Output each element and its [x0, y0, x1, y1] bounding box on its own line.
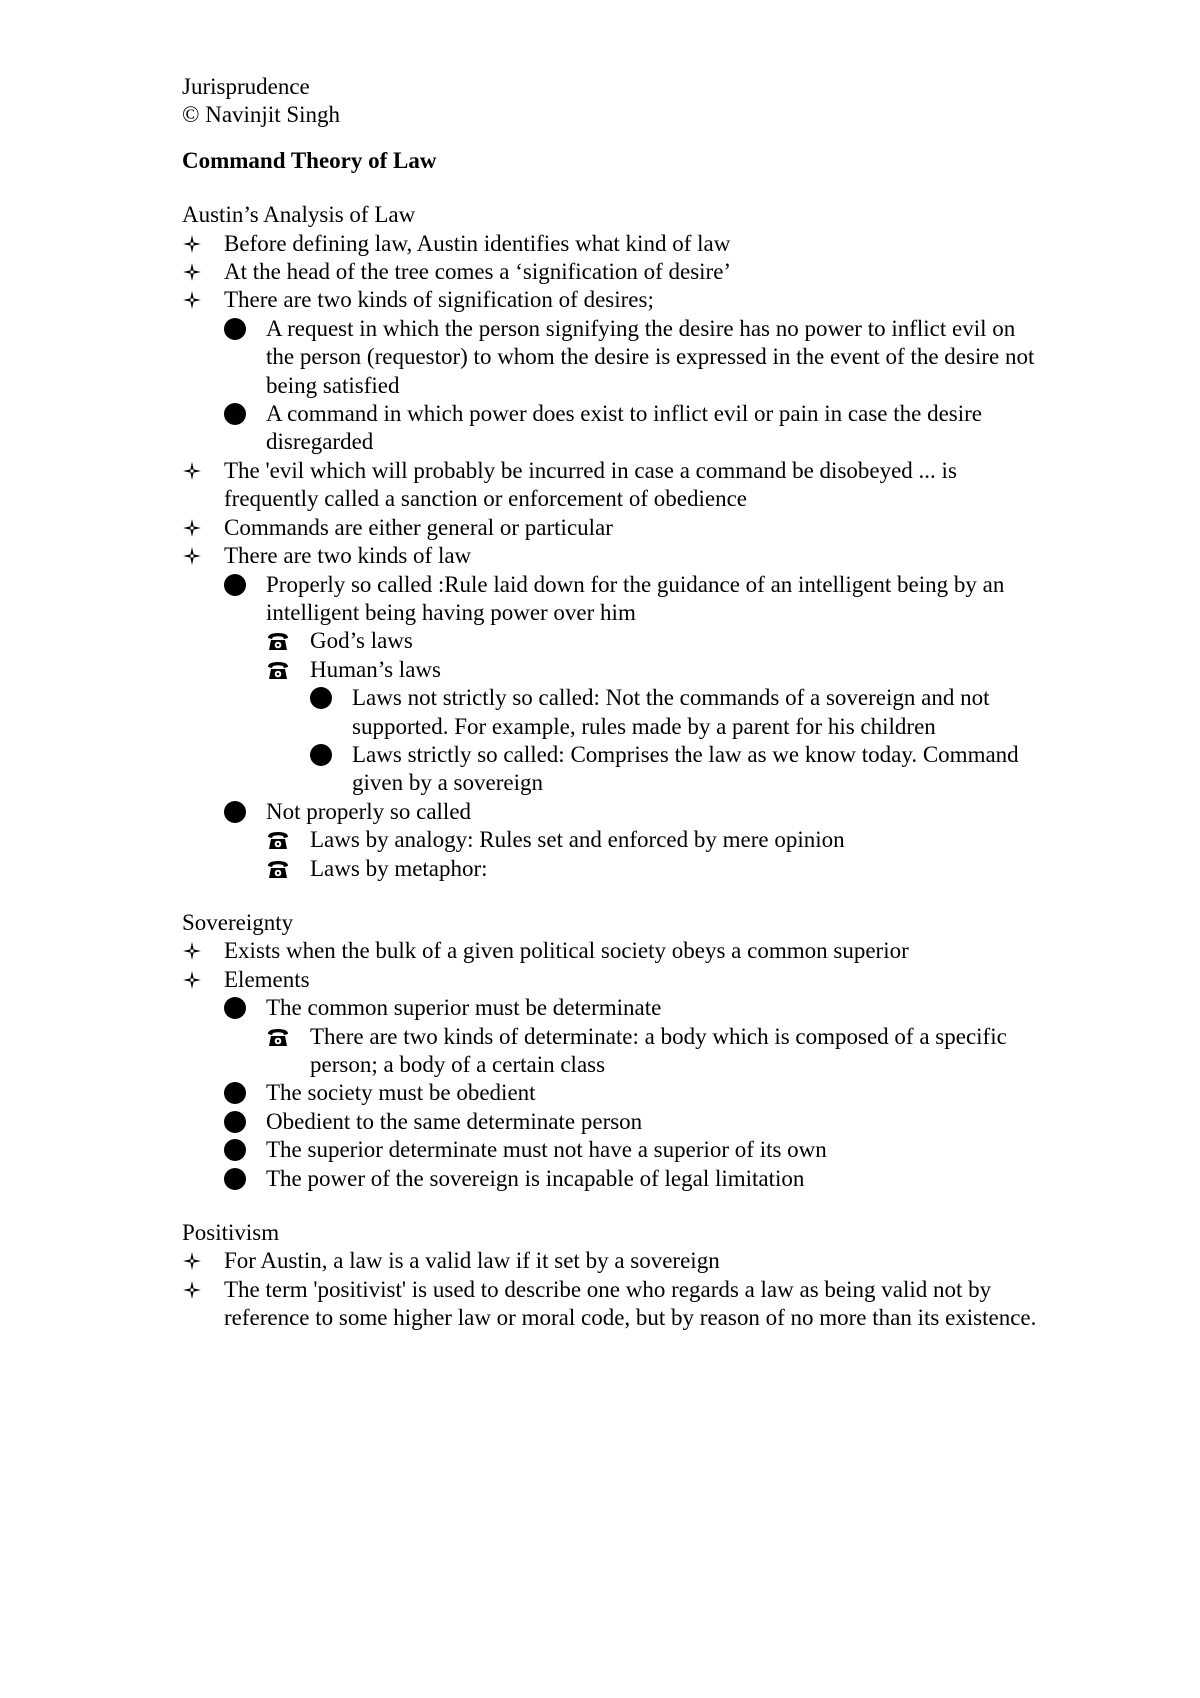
- list-item-text: The 'evil which will probably be incurred in case a command be disobeyed ... is frequently called a sanction or enforcement of obedience: [224, 457, 957, 512]
- telephone-icon: [266, 627, 296, 655]
- bullet-list-level-1: [182, 1247, 1042, 1332]
- list-item-text: Elements: [224, 966, 310, 992]
- four-point-star-icon: [182, 286, 212, 314]
- document-body: [182, 201, 1042, 1332]
- four-point-star-icon: [182, 542, 212, 570]
- telephone-icon: [266, 656, 296, 684]
- list-item-text: Laws by metaphor:: [310, 855, 488, 881]
- list-item-text: The society must be obedient: [266, 1080, 536, 1106]
- four-point-star-icon: [182, 1276, 212, 1304]
- bullet-list-level-3: [266, 627, 1042, 797]
- list-item: [310, 684, 1042, 741]
- list-item-text: At the head of the tree comes a ‘signification of desire’: [224, 259, 732, 285]
- list-item-text: Laws not strictly so called: Not the commands of a sovereign and not supported. For example, rules made by a parent for his children: [352, 685, 990, 739]
- document-author: © Navinjit Singh: [182, 102, 341, 128]
- section-heading: Positivism: [182, 1220, 280, 1246]
- bullet-list-level-3: [266, 1023, 1042, 1080]
- bullet-list-level-2: [224, 571, 1042, 883]
- telephone-icon: [266, 1023, 296, 1051]
- black-circle-icon: [224, 571, 254, 599]
- section-heading: Sovereignty: [182, 909, 294, 935]
- four-point-star-icon: [182, 230, 212, 258]
- list-item-text: Obedient to the same determinate person: [266, 1108, 643, 1134]
- list-item: [224, 1136, 1042, 1164]
- list-item: [224, 1079, 1042, 1107]
- bullet-list-level-4: [310, 684, 1042, 798]
- list-item-text: The common superior must be determinate: [266, 995, 662, 1021]
- four-point-star-icon: [182, 1247, 212, 1275]
- list-item-text: God’s laws: [310, 628, 413, 654]
- list-item: [224, 994, 1042, 1079]
- list-item: [182, 542, 1042, 883]
- black-circle-icon: [224, 1079, 254, 1107]
- list-item-text: Before defining law, Austin identifies what kind of law: [224, 230, 731, 256]
- list-item-text: There are two kinds of signification of desires;: [224, 287, 654, 313]
- list-item: [224, 315, 1042, 400]
- black-circle-icon: [224, 400, 254, 428]
- list-item: [266, 826, 1042, 854]
- list-item: [182, 230, 1042, 258]
- four-point-star-icon: [182, 966, 212, 994]
- list-item: [266, 1023, 1042, 1080]
- four-point-star-icon: [182, 258, 212, 286]
- list-item-text: Commands are either general or particular: [224, 514, 613, 540]
- list-item: [182, 1276, 1042, 1333]
- list-item-text: A request in which the person signifying the desire has no power to inflict evil on the person (requestor) to whom the desire is expressed in the event of the desire not being satisfied: [266, 315, 1035, 398]
- section: [182, 201, 1042, 883]
- list-item-text: Not properly so called: [266, 798, 472, 824]
- document-subject: Jurisprudence: [182, 74, 310, 99]
- list-item: [266, 855, 1042, 883]
- bullet-list-level-2: [224, 994, 1042, 1193]
- list-item: [310, 741, 1042, 798]
- list-item: [182, 457, 1042, 514]
- list-item-text: For Austin, a law is a valid law if it set by a sovereign: [224, 1248, 720, 1274]
- bullet-list-level-3: [266, 826, 1042, 883]
- black-circle-icon: [224, 1108, 254, 1136]
- list-item-text: The power of the sovereign is incapable of legal limitation: [266, 1165, 805, 1191]
- telephone-icon: [266, 855, 296, 883]
- list-item: [182, 514, 1042, 542]
- page-title: Command Theory of Law: [182, 147, 437, 173]
- list-item: [182, 1247, 1042, 1275]
- list-item-text: Human’s laws: [310, 656, 441, 682]
- section: [182, 909, 1042, 1193]
- list-item-text: The term 'positivist' is used to describe one who regards a law as being valid not by reference to some higher law or moral code, but by reason of no more than its existence.: [224, 1276, 1037, 1331]
- list-item-text: There are two kinds of determinate: a body which is composed of a specific person; a body of a certain class: [310, 1023, 1007, 1077]
- black-circle-icon: [224, 1136, 254, 1164]
- telephone-icon: [266, 826, 296, 854]
- bullet-list-level-1: [182, 937, 1042, 1193]
- four-point-star-icon: [182, 514, 212, 542]
- section: [182, 1219, 1042, 1333]
- list-item-text: Laws strictly so called: Comprises the law as we know today. Command given by a sovereign: [352, 741, 1019, 796]
- list-item: [224, 798, 1042, 883]
- list-item-text: There are two kinds of law: [224, 543, 472, 569]
- list-item-text: Laws by analogy: Rules set and enforced by mere opinion: [310, 827, 845, 853]
- list-item: [182, 286, 1042, 456]
- four-point-star-icon: [182, 457, 212, 485]
- black-circle-icon: [224, 315, 254, 343]
- list-item: [182, 966, 1042, 1193]
- list-item: [266, 627, 1042, 655]
- list-item: [224, 400, 1042, 457]
- black-circle-icon: [224, 798, 254, 826]
- list-item: [182, 937, 1042, 965]
- black-circle-icon: [224, 994, 254, 1022]
- bullet-list-level-1: [182, 230, 1042, 883]
- list-item-text: A command in which power does exist to inflict evil or pain in case the desire disregarded: [266, 401, 983, 455]
- bullet-list-level-2: [224, 315, 1042, 457]
- black-circle-icon: [310, 741, 340, 769]
- document-page: [182, 73, 1042, 1333]
- list-item: [182, 258, 1042, 286]
- list-item: [224, 571, 1042, 798]
- four-point-star-icon: [182, 937, 212, 965]
- black-circle-icon: [224, 1165, 254, 1193]
- list-item: [266, 656, 1042, 798]
- list-item: [224, 1108, 1042, 1136]
- list-item-text: Exists when the bulk of a given political society obeys a common superior: [224, 938, 909, 964]
- list-item: [224, 1165, 1042, 1193]
- black-circle-icon: [310, 684, 340, 712]
- section-heading: Austin’s Analysis of Law: [182, 202, 416, 228]
- list-item-text: The superior determinate must not have a superior of its own: [266, 1137, 827, 1163]
- list-item-text: Properly so called :Rule laid down for the guidance of an intelligent being by an intelligent being having power over him: [266, 571, 1005, 625]
